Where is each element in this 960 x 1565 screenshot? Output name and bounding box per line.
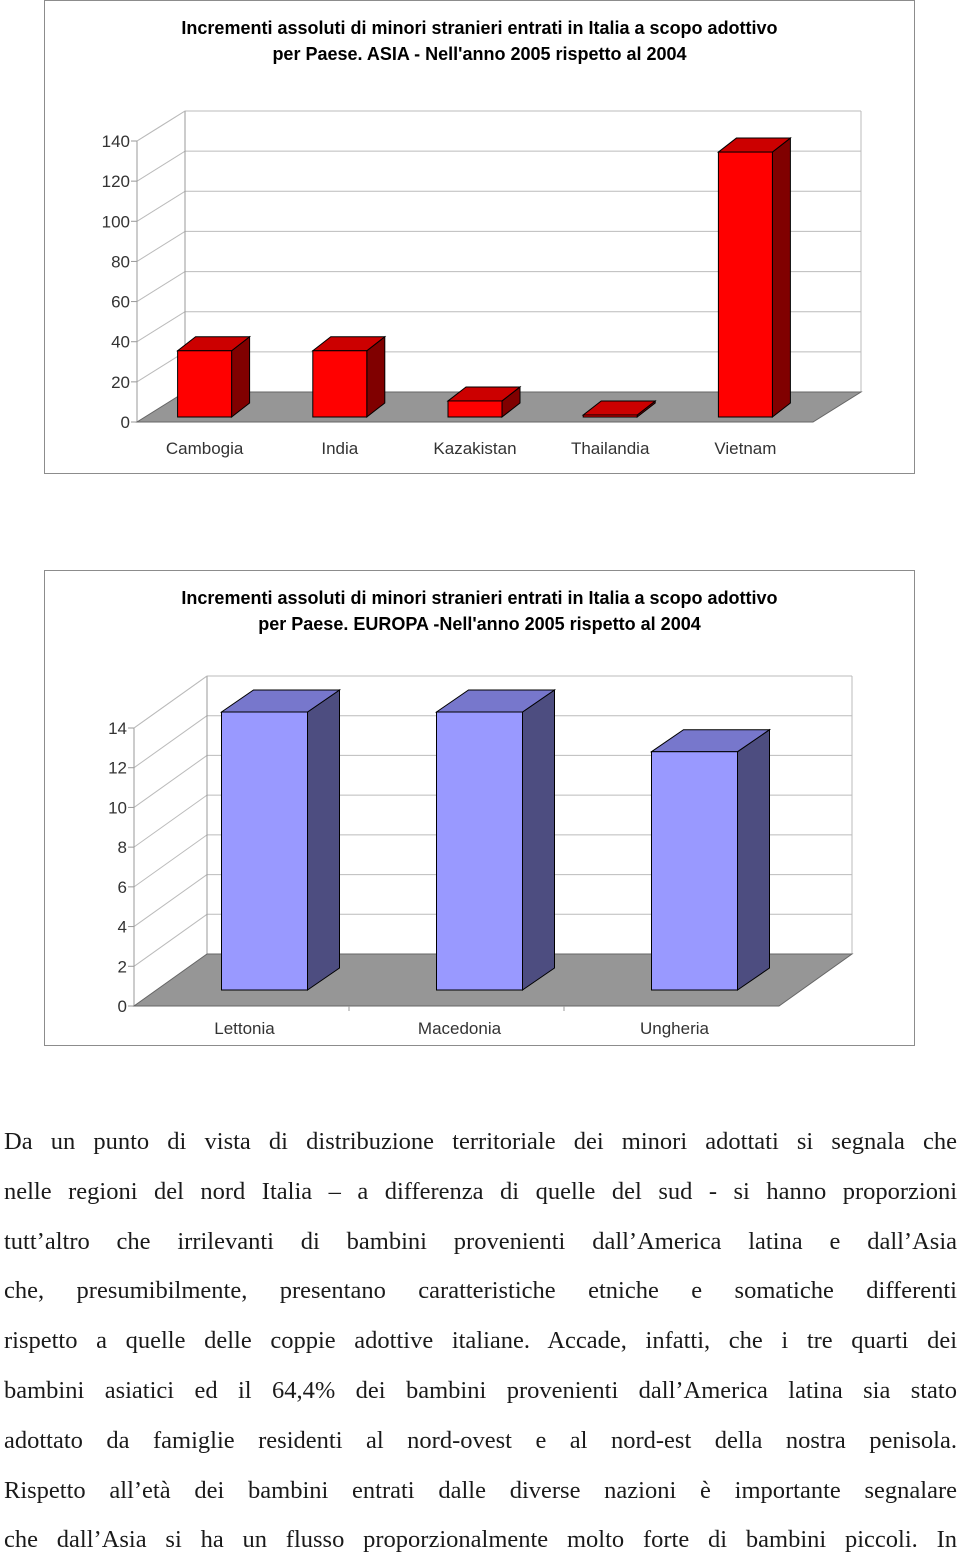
y-tick-label: 14 — [108, 719, 127, 738]
x-tick-label: Kazakistan — [433, 439, 517, 458]
bar — [718, 152, 772, 417]
bar-side — [523, 690, 555, 990]
body-line: rispetto a quelle delle coppie adottive italiane. Accade, infatti, che i tre quarti dei — [4, 1327, 957, 1355]
x-tick-label: Ungheria — [640, 1019, 709, 1038]
bar — [583, 415, 637, 417]
y-tick-label: 8 — [117, 838, 127, 858]
y-tick-label: 100 — [101, 212, 130, 232]
bar — [178, 351, 232, 417]
bar — [222, 712, 308, 990]
bar-side — [308, 690, 340, 990]
y-tick-label: 140 — [101, 132, 130, 151]
y-tick-label: 6 — [117, 877, 127, 897]
body-line: bambini asiatici ed il 64,4% dei bambini provenienti dall’America latina sia stato — [4, 1376, 957, 1404]
y-tick-label: 0 — [120, 413, 130, 432]
body-line: Da un punto di vista di distribuzione territoriale dei minori adottati si segnala che — [4, 1128, 957, 1155]
x-tick-label: Lettonia — [214, 1019, 275, 1038]
y-tick-label: 10 — [108, 798, 127, 818]
body-line: Rispetto all’età dei bambini entrati dalle diverse nazioni è importante segnalare — [4, 1476, 957, 1504]
side-wall — [134, 676, 207, 1006]
body-line: nelle regioni del nord Italia – a differenza di quelle del sud - si hanno proporzioni — [4, 1177, 957, 1205]
y-tick-label: 120 — [101, 172, 130, 192]
y-tick-label: 20 — [111, 372, 130, 392]
body-line: che dall’Asia si ha un flusso proporzionalmente molto forte di bambini piccoli. In — [4, 1526, 957, 1554]
y-tick-label: 60 — [111, 292, 130, 312]
bar-side — [738, 730, 770, 990]
europa-chart — [44, 570, 915, 1046]
y-tick-label: 2 — [117, 957, 127, 977]
chart-title-line-1: Incrementi assoluti di minori stranieri entrati in Italia a scopo adottivo — [181, 588, 778, 608]
x-tick-label: Cambogia — [165, 439, 244, 458]
chart-title-line-2: per Paese. EUROPA -Nell'anno 2005 rispetto al 2004 — [258, 614, 701, 634]
y-tick-label: 0 — [117, 997, 127, 1016]
y-tick-label: 4 — [117, 917, 127, 937]
body-line: tutt’altro che irrilevanti di bambini provenienti dall’America latina e dall’Asia — [4, 1227, 957, 1255]
bar — [652, 752, 738, 990]
chart-title-line-2: per Paese. ASIA - Nell'anno 2005 rispetto al 2004 — [272, 44, 687, 64]
x-tick-label: Vietnam — [714, 439, 777, 458]
bar — [448, 401, 502, 417]
body-paragraph — [4, 1117, 957, 1565]
body-line: adottato da famiglie residenti al nord-ovest e al nord-est della nostra penisola. — [4, 1426, 957, 1454]
x-tick-label: India — [321, 439, 359, 458]
bar-side — [772, 138, 790, 417]
bar — [437, 712, 523, 990]
y-tick-label: 40 — [111, 332, 130, 352]
x-tick-label: Macedonia — [417, 1019, 502, 1038]
asia-chart-plot — [45, 1, 916, 475]
y-tick-label: 12 — [108, 758, 127, 778]
y-tick-label: 80 — [111, 252, 130, 272]
asia-chart — [44, 0, 915, 474]
bar — [313, 351, 367, 417]
body-line: che, presumibilmente, presentano caratteristiche etniche e somatiche differenti — [4, 1277, 957, 1305]
europa-chart-plot — [45, 571, 916, 1047]
chart-title-line-1: Incrementi assoluti di minori stranieri entrati in Italia a scopo adottivo — [181, 18, 778, 38]
x-tick-label: Thailandia — [570, 439, 650, 458]
